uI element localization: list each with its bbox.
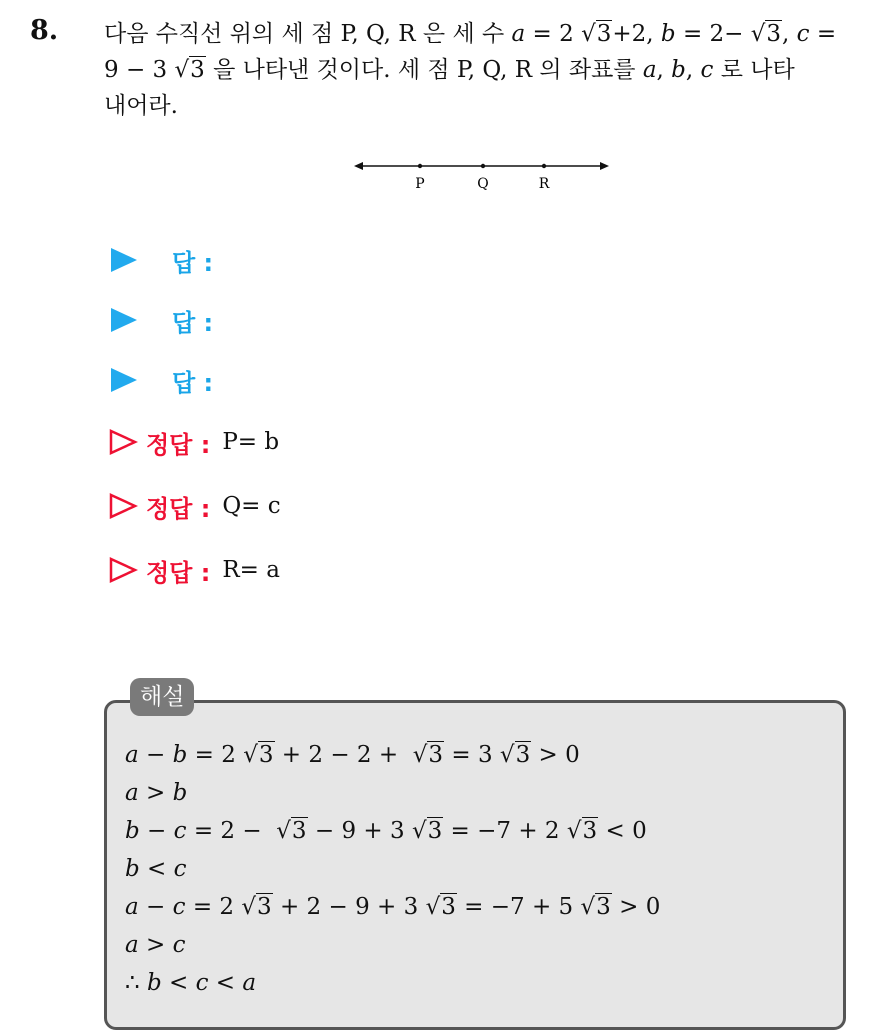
- play-marker-icon: [111, 248, 137, 272]
- outline-triangle-icon: [108, 428, 138, 456]
- play-marker-icon: [111, 368, 137, 392]
- solution-step-1: a − b = 2 √3 + 2 − 2 + √3 = 3 √3 > 0: [125, 742, 580, 768]
- point-q-dot: [481, 164, 485, 168]
- solution-step-5: a − c = 2 √3 + 2 − 9 + 3 √3 = −7 + 5 √3 > 0: [125, 894, 661, 920]
- correct-label: 정답 :: [146, 558, 211, 587]
- answer-row-2[interactable]: [108, 300, 213, 340]
- question-line-1: 다음 수직선 위의 세 점 P, Q, R 은 세 수 a = 2 √3+2, b = 2− √3, c =: [104, 21, 837, 47]
- correct-label: 정답 :: [146, 430, 211, 459]
- point-r-dot: [542, 164, 546, 168]
- play-marker-icon: [111, 308, 137, 332]
- correct-label: 정답 :: [146, 494, 211, 523]
- question-line-3: 내어라.: [104, 93, 178, 119]
- question-text: [104, 16, 864, 124]
- outline-triangle-icon: [108, 556, 138, 584]
- solution-steps: [125, 736, 660, 1002]
- correct-answer-row-1: [108, 422, 279, 462]
- answer-label: 답 :: [172, 308, 214, 337]
- answer-row-1[interactable]: [108, 240, 213, 280]
- answer-row-3[interactable]: [108, 360, 213, 400]
- point-p-label: P: [415, 176, 425, 192]
- solution-step-4: b < c: [125, 856, 187, 882]
- solution-step-7: ∴ b < c < a: [125, 970, 257, 996]
- question-line-2: 9 − 3 √3 을 나타낸 것이다. 세 점 P, Q, R 의 좌표를 a, b, c 로 나타: [104, 57, 795, 83]
- outline-triangle-icon: [108, 492, 138, 520]
- solution-step-2: a > b: [125, 780, 188, 806]
- answer-label: 답 :: [172, 368, 214, 397]
- correct-value: Q= c: [222, 493, 281, 519]
- solution-step-3: b − c = 2 − √3 − 9 + 3 √3 = −7 + 2 √3 < 0: [125, 818, 647, 844]
- correct-value: R= a: [222, 557, 280, 583]
- solution-step-6: a > c: [125, 932, 186, 958]
- solution-tab: 해설: [130, 678, 194, 716]
- question-number: 8.: [30, 15, 59, 46]
- correct-answer-row-3: [108, 550, 280, 590]
- point-r-label: R: [538, 176, 550, 192]
- correct-value: P= b: [222, 429, 280, 455]
- answer-label: 답 :: [172, 248, 214, 277]
- point-p-dot: [418, 164, 422, 168]
- number-line-figure: [350, 155, 615, 200]
- point-q-label: Q: [477, 176, 489, 192]
- correct-answer-row-2: [108, 486, 281, 526]
